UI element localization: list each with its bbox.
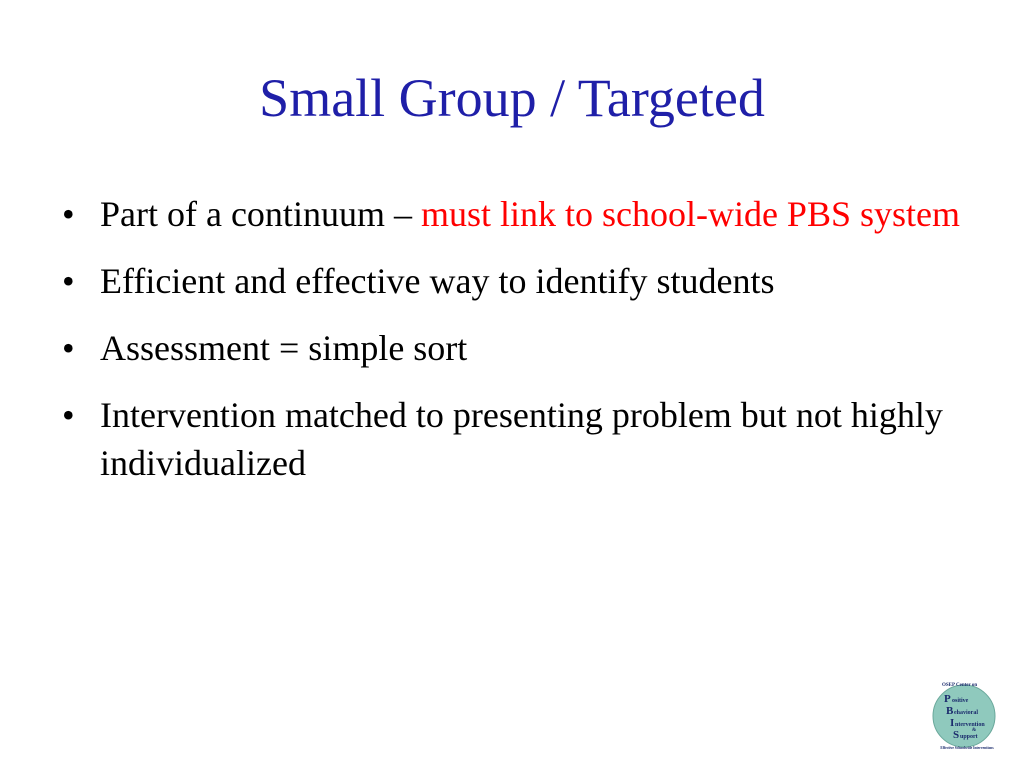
bullet-highlight-text: must link to school-wide PBS system: [420, 194, 960, 234]
logo-word-positive: ositive: [952, 698, 969, 704]
pbis-logo: [926, 680, 1008, 750]
logo-ampersand: &: [972, 728, 977, 733]
bullet-list: [60, 190, 980, 506]
logo-letter-s: S: [953, 729, 960, 741]
logo-letter-i: I: [950, 717, 955, 729]
logo-letter-p: P: [944, 693, 951, 705]
logo-top-text: OSEP Center on: [942, 683, 978, 688]
bullet-item: [60, 324, 980, 372]
bullet-icon: •: [62, 395, 75, 435]
logo-word-intervention: ntervention: [955, 722, 985, 728]
logo-word-behavioral: ehavioral: [954, 710, 978, 716]
bullet-text: Intervention matched to presenting problem but not highly individualized: [100, 395, 943, 483]
bullet-item: [60, 257, 980, 305]
bullet-icon: •: [62, 194, 75, 234]
bullet-text: Part of a continuum –: [100, 194, 421, 234]
bullet-item: [60, 391, 980, 487]
bullet-icon: •: [62, 261, 75, 301]
bullet-icon: •: [62, 328, 75, 368]
slide-title: Small Group / Targeted: [259, 68, 765, 128]
logo-word-support: upport: [960, 734, 978, 740]
bullet-text: Assessment = simple sort: [100, 328, 468, 368]
logo-bottom-text: Effective Schoolwide Interventions: [940, 746, 994, 750]
logo-letter-b: B: [946, 705, 954, 717]
bullet-item: [60, 190, 980, 238]
bullet-text: Efficient and effective way to identify students: [100, 261, 775, 301]
